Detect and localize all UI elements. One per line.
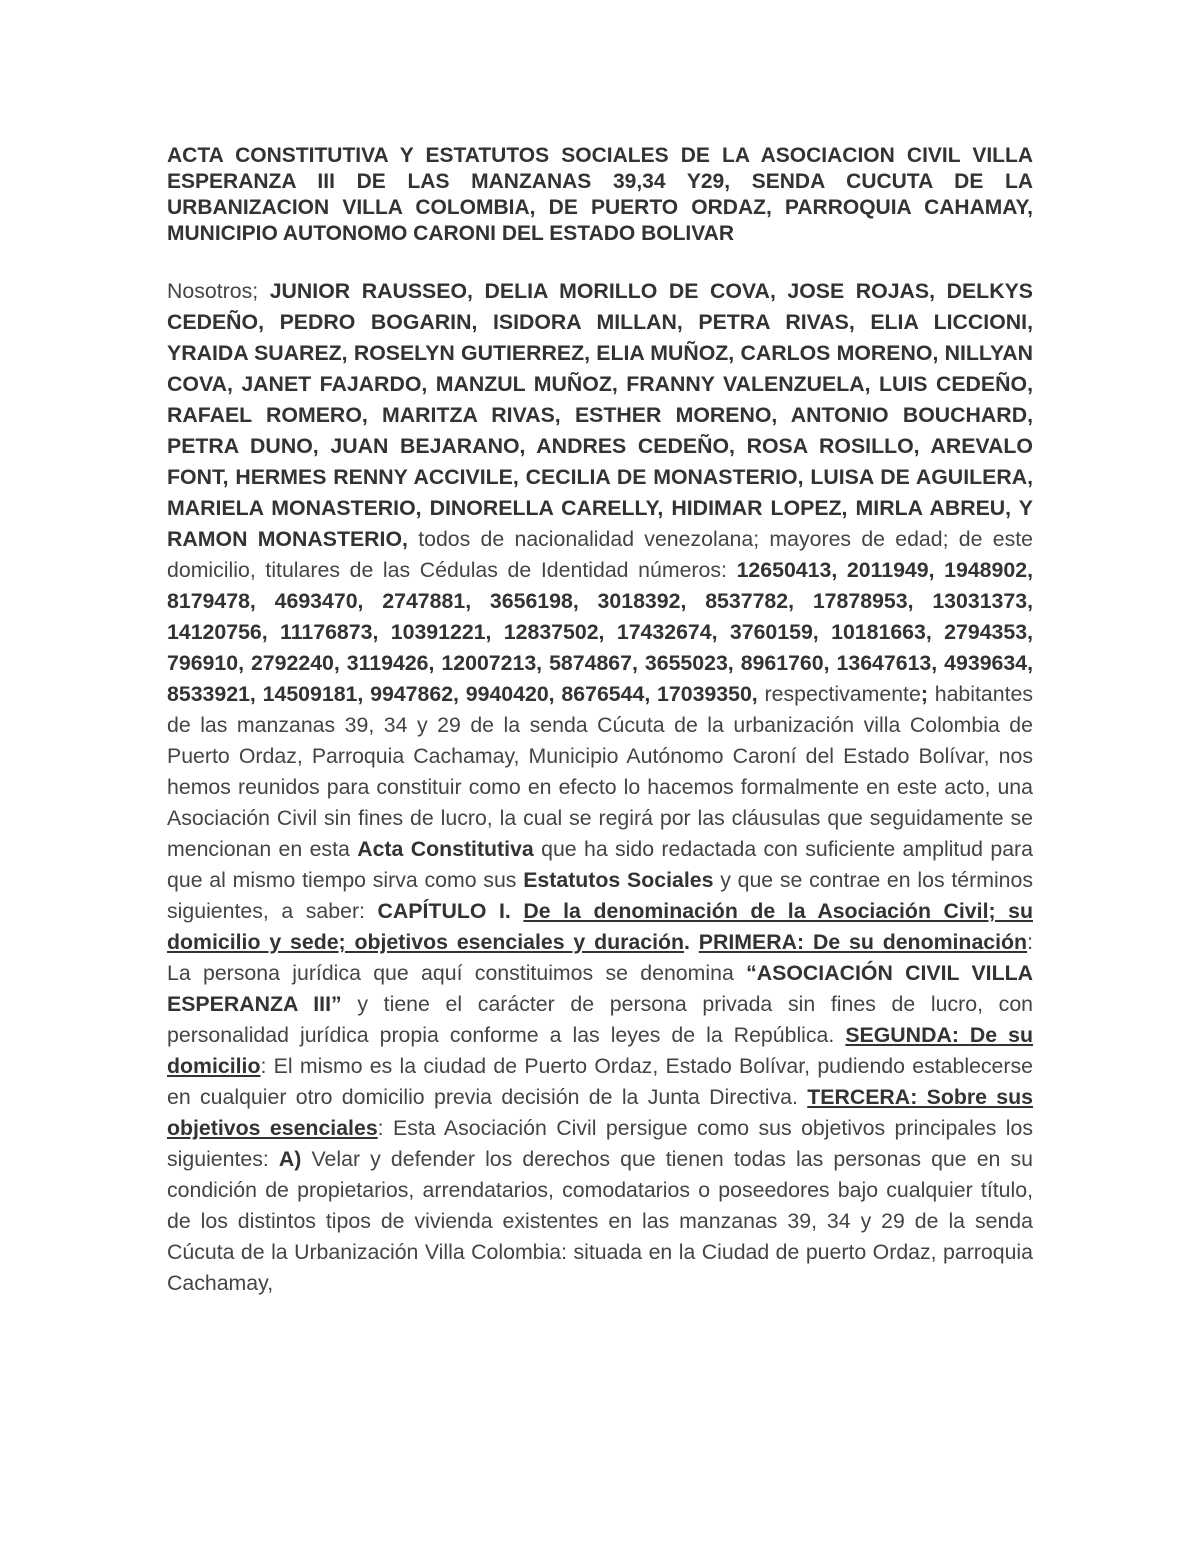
chapter-spacer: [511, 899, 524, 923]
clause-segunda-heading: SEGUNDA: De su domicilio: [167, 1023, 1034, 1078]
clause-tercera-text: : Esta Asociación Civil persigue como sus objetivos principales los siguientes:: [167, 1116, 1034, 1171]
id-numbers-list: 12650413, 2011949, 1948902, 8179478, 4693470, 2747881, 3656198, 3018392, 8537782, 17878953, 13031373, 14120756, 11176873, 10391221, 12837502, 17432674, 3760159, 10181663, 2794353, 796910, 2792240, 3119426, 12007213, 5874867, 3655023, 8961760, 13647613, 4939634, 8533921, 14509181, 9947862, 9940420, 8676544, 17039350,: [167, 558, 1033, 706]
members-list: JUNIOR RAUSSEO, DELIA MORILLO DE COVA, JOSE ROJAS, DELKYS CEDEÑO, PEDRO BOGARIN, ISIDORA MILLAN, PETRA RIVAS, ELIA LICCIONI, YRAIDA SUAREZ, ROSELYN GUTIERREZ, ELIA MUÑOZ, CARLOS MORENO, NILLYAN COVA, JANET FAJARDO, MANZUL MUÑOZ, FRANNY VALENZUELA, LUIS CEDEÑO, RAFAEL ROMERO, MARITZA RIVAS, ESTHER MORENO, ANTONIO BOUCHARD, PETRA DUNO, JUAN BEJARANO, ANDRES CEDEÑO, ROSA ROSILLO, AREVALO FONT, HERMES RENNY ACCIVILE, CECILIA DE MONASTERIO, LUISA DE AGUILERA, MARIELA MONASTERIO, DINORELLA CARELLY, HIDIMAR LOPEZ, MIRLA ABREU, Y RAMON MONASTERIO,: [167, 279, 1033, 551]
item-a-label: A): [278, 1147, 302, 1171]
redactada-text: que ha sido redactada con suficiente amplitud para que al mismo tiempo sirva como sus: [167, 837, 1033, 892]
clause-tercera-heading: TERCERA: Sobre sus objetivos esenciales: [167, 1085, 1033, 1140]
acta-constitutiva-term: Acta Constitutiva: [357, 837, 534, 861]
document-title: ACTA CONSTITUTIVA Y ESTATUTOS SOCIALES DE LA ASOCIACION CIVIL VILLA ESPERANZA III DE LAS MANZANAS 39,34 Y29, SENDA CUCUTA DE LA URBANIZACION VILLA COLOMBIA, DE PUERTO ORDAZ, PARROQUIA CAHAMAY, MUNICIPIO AUTONOMO CARONI DEL ESTADO BOLIVAR: [167, 144, 1033, 245]
intro-text: Nosotros;: [167, 279, 270, 303]
chapter-label: CAPÍTULO I.: [377, 899, 511, 923]
clause-segunda-text: : El mismo es la ciudad de Puerto Ordaz, Estado Bolívar, pudiendo establecerse en cualquier otro domicilio previa decisión de la Junta Directiva.: [167, 1054, 1033, 1109]
caracter-text: y tiene el carácter de persona privada sin fines de lucro, con personalidad jurídica propia conforme a las leyes de la República.: [167, 992, 1034, 1047]
clause-primera-text: : La persona jurídica que aquí constituimos se denomina: [167, 930, 1033, 985]
contrae-text: y que se contrae en los términos siguientes, a saber:: [167, 868, 1034, 923]
association-name: “ASOCIACIÓN CIVIL VILLA ESPERANZA III”: [167, 961, 1033, 1016]
respectively-text: respectivamente: [757, 682, 921, 706]
habitants-text: habitantes de las manzanas 39, 34 y 29 de la senda Cúcuta de la urbanización villa Colombia de Puerto Ordaz, Parroquia Cachamay, Municipio Autónomo Caroní del Estado Bolívar, nos hemos reunidos para constituir como en efecto lo hacemos formalmente en este acto, una Asociación Civil sin fines de lucro, la cual se regirá por las cláusulas que seguidamente se mencionan en esta: [167, 682, 1034, 861]
semicolon-mark: ;: [920, 682, 928, 706]
estatutos-sociales-term: Estatutos Sociales: [523, 868, 714, 892]
clause-primera-heading: PRIMERA: De su denominación: [698, 930, 1028, 954]
primera-spacer: [690, 930, 699, 954]
chapter-title: De la denominación de la Asociación Civil; su domicilio y sede; objetivos esenciales y duración: [167, 899, 1033, 954]
chapter-period: .: [684, 930, 690, 954]
item-a-text: Velar y defender los derechos que tienen todas las personas que en su condición de propietarios, arrendatarios, comodatarios o poseedores bajo cualquier título, de los distintos tipos de vivienda existentes en las manzanas 39, 34 y 29 de la senda Cúcuta de la Urbanización Villa Colombia: situada en la Ciudad de puerto Ordaz, parroquia Cachamay,: [167, 1147, 1033, 1295]
document-body: [167, 276, 1033, 1299]
nationality-text: todos de nacionalidad venezolana; mayores de edad; de este domicilio, titulares de las Cédulas de Identidad números:: [167, 527, 1033, 582]
